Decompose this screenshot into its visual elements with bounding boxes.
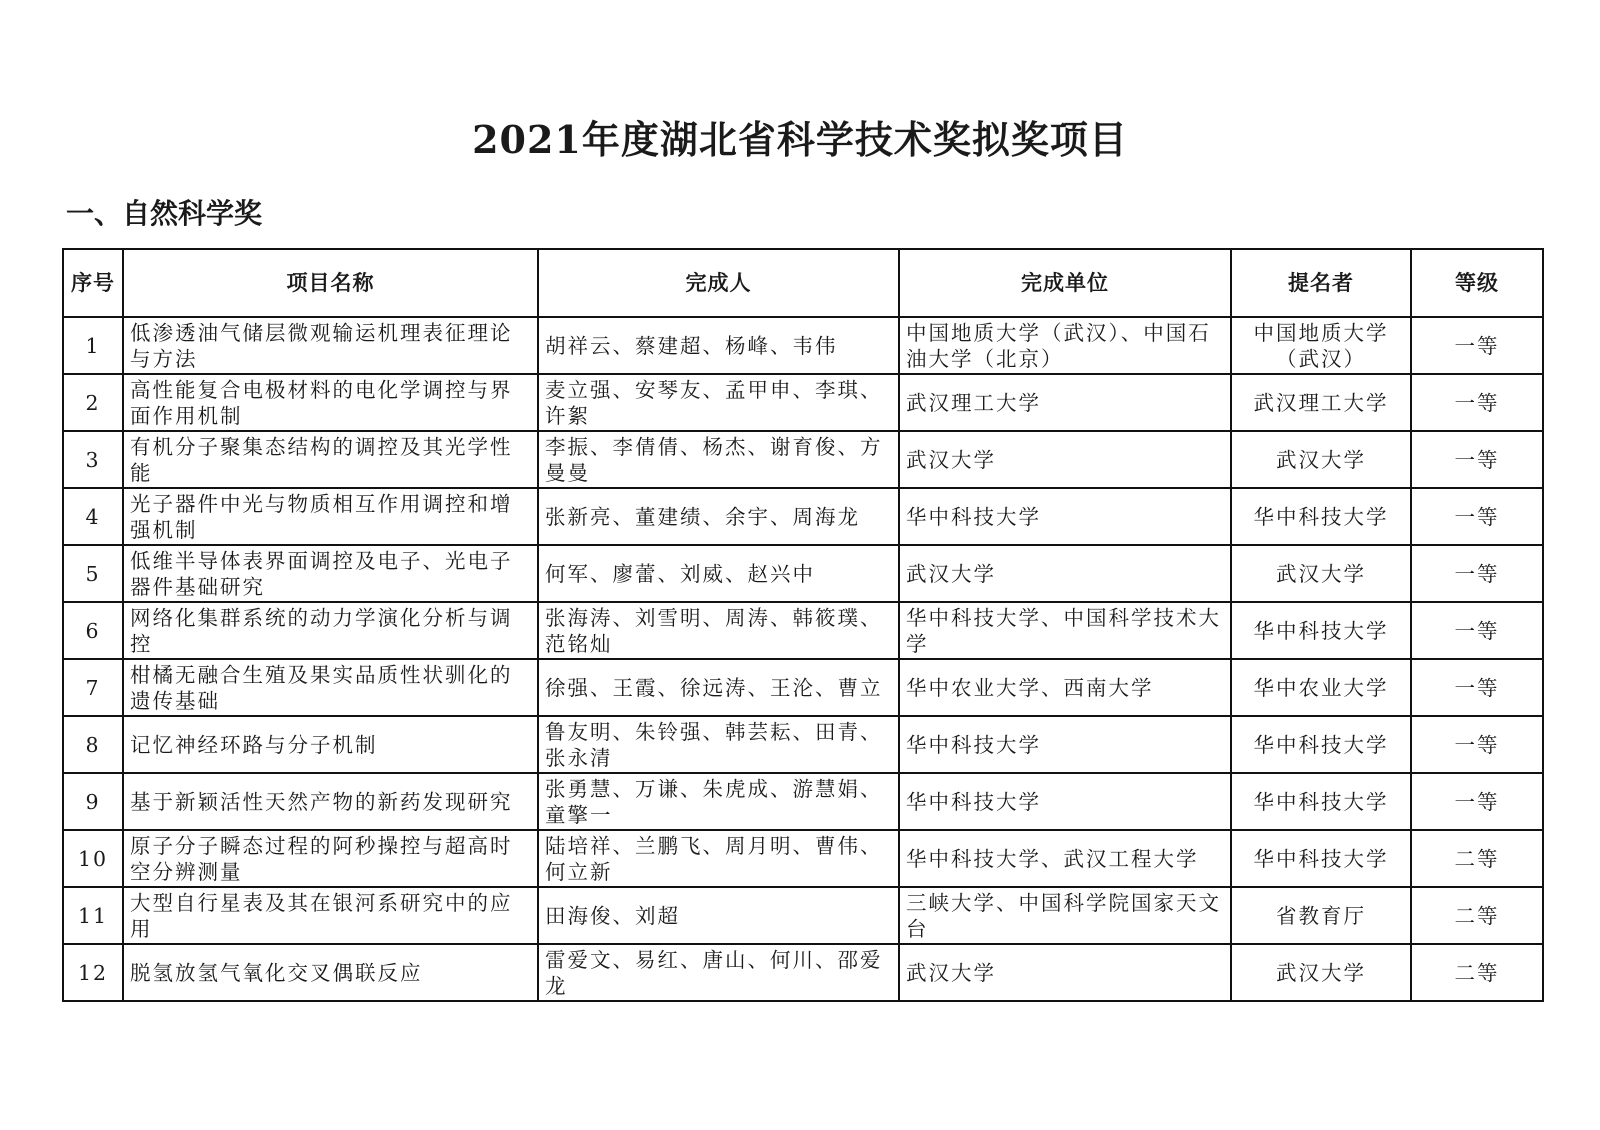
cell-completers: 何军、廖蕾、刘威、赵兴中 [538,545,899,602]
cell-completers: 张勇慧、万谦、朱虎成、游慧娟、童擎一 [538,773,899,830]
cell-num: 3 [63,431,123,488]
cell-completers: 张新亮、董建绩、余宇、周海龙 [538,488,899,545]
cell-completers: 田海俊、刘超 [538,887,899,944]
document-title: 2021年度湖北省科学技术奖拟奖项目 [472,117,1128,162]
cell-num: 2 [63,374,123,431]
cell-completers: 徐强、王霞、徐远涛、王沦、曹立 [538,659,899,716]
cell-num: 8 [63,716,123,773]
cell-nominator: 华中农业大学 [1231,659,1411,716]
cell-units: 华中农业大学、西南大学 [899,659,1231,716]
cell-project-name: 网络化集群系统的动力学演化分析与调控 [123,602,538,659]
table-row [63,602,1543,659]
cell-grade: 一等 [1411,431,1543,488]
cell-nominator: 武汉大学 [1231,431,1411,488]
cell-project-name: 低渗透油气储层微观输运机理表征理论与方法 [123,317,538,374]
table-row [63,773,1543,830]
table-row [63,830,1543,887]
cell-units: 武汉大学 [899,431,1231,488]
cell-nominator: 武汉理工大学 [1231,374,1411,431]
cell-units: 武汉大学 [899,545,1231,602]
cell-units: 武汉大学 [899,944,1231,1001]
cell-num: 10 [63,830,123,887]
cell-grade: 一等 [1411,602,1543,659]
cell-project-name: 低维半导体表界面调控及电子、光电子器件基础研究 [123,545,538,602]
cell-nominator: 华中科技大学 [1231,488,1411,545]
cell-completers: 鲁友明、朱铃强、韩芸耘、田青、张永清 [538,716,899,773]
section-title: 一、自然科学奖 [66,197,263,230]
cell-nominator: 华中科技大学 [1231,602,1411,659]
table-row [63,545,1543,602]
cell-grade: 二等 [1411,944,1543,1001]
cell-units: 华中科技大学 [899,716,1231,773]
header-project-name: 项目名称 [123,249,538,317]
cell-completers: 张海涛、刘雪明、周涛、韩筱璞、范铭灿 [538,602,899,659]
cell-grade: 二等 [1411,887,1543,944]
cell-grade: 一等 [1411,488,1543,545]
cell-num: 5 [63,545,123,602]
cell-project-name: 大型自行星表及其在银河系研究中的应用 [123,887,538,944]
table-row [63,944,1543,1001]
cell-project-name: 有机分子聚集态结构的调控及其光学性能 [123,431,538,488]
header-nominator: 提名者 [1231,249,1411,317]
cell-nominator: 省教育厅 [1231,887,1411,944]
cell-completers: 陆培祥、兰鹏飞、周月明、曹伟、何立新 [538,830,899,887]
cell-units: 华中科技大学 [899,488,1231,545]
header-grade: 等级 [1411,249,1543,317]
table-row [63,488,1543,545]
cell-grade: 二等 [1411,830,1543,887]
cell-num: 9 [63,773,123,830]
table-row [63,887,1543,944]
cell-units: 三峡大学、中国科学院国家天文台 [899,887,1231,944]
cell-grade: 一等 [1411,773,1543,830]
cell-num: 1 [63,317,123,374]
cell-grade: 一等 [1411,374,1543,431]
cell-units: 中国地质大学（武汉）、中国石油大学（北京） [899,317,1231,374]
cell-grade: 一等 [1411,716,1543,773]
table-row [63,659,1543,716]
table-row [63,431,1543,488]
cell-nominator: 武汉大学 [1231,944,1411,1001]
cell-units: 华中科技大学、武汉工程大学 [899,830,1231,887]
cell-project-name: 记忆神经环路与分子机制 [123,716,538,773]
cell-nominator: 华中科技大学 [1231,773,1411,830]
cell-num: 11 [63,887,123,944]
table-row [63,374,1543,431]
header-units: 完成单位 [899,249,1231,317]
cell-completers: 麦立强、安琴友、孟甲申、李琪、许絮 [538,374,899,431]
cell-project-name: 原子分子瞬态过程的阿秒操控与超高时空分辨测量 [123,830,538,887]
cell-num: 4 [63,488,123,545]
cell-nominator: 华中科技大学 [1231,716,1411,773]
cell-completers: 胡祥云、蔡建超、杨峰、韦伟 [538,317,899,374]
cell-grade: 一等 [1411,317,1543,374]
cell-grade: 一等 [1411,545,1543,602]
cell-project-name: 高性能复合电极材料的电化学调控与界面作用机制 [123,374,538,431]
cell-completers: 雷爱文、易红、唐山、何川、邵爱龙 [538,944,899,1001]
cell-project-name: 柑橘无融合生殖及果实品质性状驯化的遗传基础 [123,659,538,716]
cell-units: 华中科技大学、中国科学技术大学 [899,602,1231,659]
table-row [63,716,1543,773]
cell-num: 12 [63,944,123,1001]
cell-project-name: 基于新颖活性天然产物的新药发现研究 [123,773,538,830]
awards-table [62,248,1544,1002]
cell-project-name: 脱氢放氢气氧化交叉偶联反应 [123,944,538,1001]
cell-nominator: 华中科技大学 [1231,830,1411,887]
cell-completers: 李振、李倩倩、杨杰、谢育俊、方曼曼 [538,431,899,488]
cell-grade: 一等 [1411,659,1543,716]
header-num: 序号 [63,249,123,317]
cell-nominator: 中国地质大学（武汉） [1231,317,1411,374]
cell-num: 7 [63,659,123,716]
table-row [63,317,1543,374]
cell-num: 6 [63,602,123,659]
cell-nominator: 武汉大学 [1231,545,1411,602]
cell-units: 武汉理工大学 [899,374,1231,431]
header-completers: 完成人 [538,249,899,317]
cell-project-name: 光子器件中光与物质相互作用调控和增强机制 [123,488,538,545]
cell-units: 华中科技大学 [899,773,1231,830]
table-header-row [63,249,1543,317]
